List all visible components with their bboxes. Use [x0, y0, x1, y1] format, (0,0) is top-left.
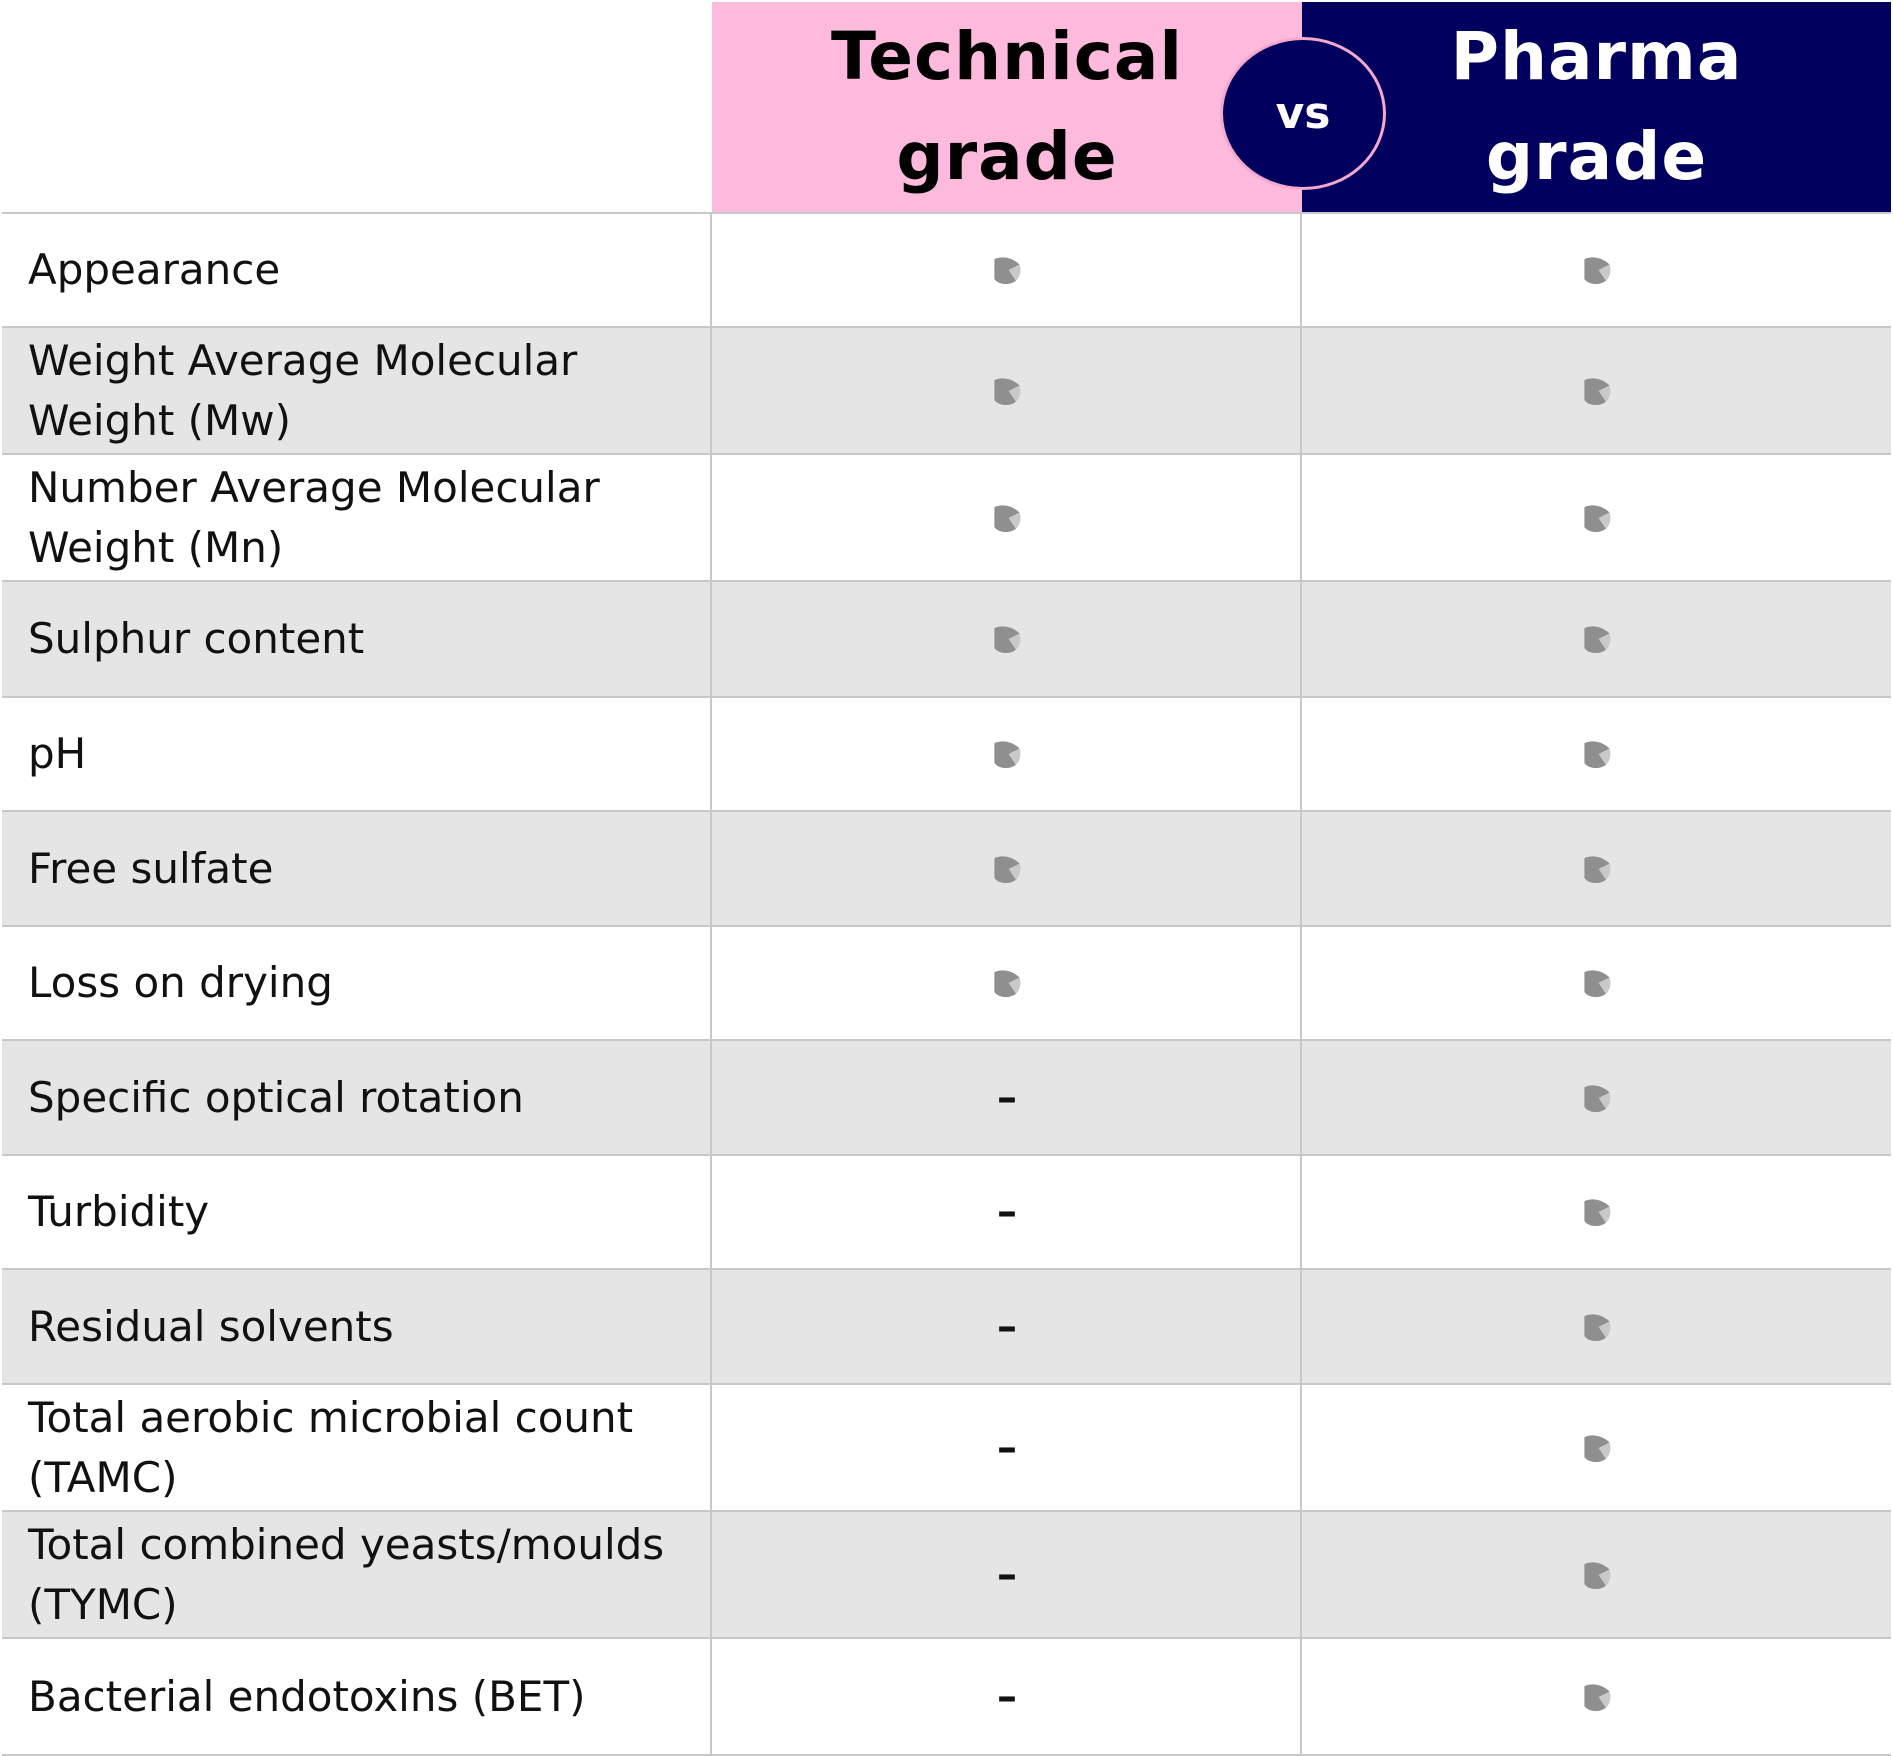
technical-grade-cell: [712, 1156, 1302, 1268]
pharma-grade-cell: [1302, 1385, 1891, 1510]
technical-grade-cell: [712, 927, 1302, 1039]
column-divider: [710, 582, 712, 696]
technical-title-line1: Technical: [830, 18, 1184, 95]
row-label: Loss on drying: [28, 958, 333, 1007]
row-label: Appearance: [28, 245, 281, 294]
technical-title-line2: grade: [896, 118, 1118, 195]
technical-grade-cell: [712, 1041, 1302, 1154]
not-included-dash: –: [997, 1303, 1017, 1350]
leaf-check-icon: [1579, 252, 1615, 288]
leaf-check-icon: [1579, 851, 1615, 887]
row-label: Total aerobic microbial count (TAMC): [28, 1392, 634, 1502]
leaf-check-icon: [989, 373, 1025, 409]
row-label: Specific optical rotation: [28, 1072, 524, 1122]
column-divider: [710, 1041, 712, 1154]
technical-grade-cell: [712, 582, 1302, 696]
not-included-dash: –: [997, 1074, 1017, 1121]
column-divider: [1300, 1156, 1302, 1268]
leaf-check-icon: [989, 965, 1025, 1001]
leaf-check-icon: [1579, 500, 1615, 536]
header-pharma-grade: [1302, 2, 1891, 212]
column-divider: [710, 698, 712, 810]
pharma-grade-cell: [1302, 698, 1891, 810]
leaf-check-icon: [1579, 373, 1615, 409]
pharma-grade-cell: [1302, 328, 1891, 453]
not-included-dash: –: [997, 1424, 1017, 1471]
table-row: [2, 696, 1891, 810]
table-row: [2, 326, 1891, 453]
column-divider: [1300, 1385, 1302, 1510]
table-row: [2, 1637, 1891, 1754]
pharma-grade-cell: [1302, 1512, 1891, 1637]
row-label: Residual solvents: [28, 1301, 394, 1351]
not-included-dash: –: [997, 1673, 1017, 1720]
column-divider: [1300, 214, 1302, 326]
column-divider: [710, 1639, 712, 1754]
pharma-grade-cell: [1302, 1156, 1891, 1268]
row-label: Sulphur content: [28, 614, 365, 663]
row-label: Total combined yeasts/moulds (TYMC): [28, 1519, 665, 1629]
technical-grade-cell: [712, 1385, 1302, 1510]
technical-grade-title: [831, 7, 1183, 207]
pharma-title-line1: Pharma: [1450, 18, 1743, 95]
pharma-grade-cell: [1302, 1639, 1891, 1754]
row-label: Number Average Molecular Weight (Mn): [28, 462, 600, 572]
pharma-grade-cell: [1302, 1041, 1891, 1154]
column-divider: [1300, 927, 1302, 1039]
leaf-check-icon: [989, 851, 1025, 887]
table-row: [2, 1268, 1891, 1383]
column-divider: [1300, 1639, 1302, 1754]
leaf-check-icon: [989, 736, 1025, 772]
column-divider: [1300, 582, 1302, 696]
not-included-dash: –: [997, 1551, 1017, 1598]
technical-grade-cell: [712, 455, 1302, 580]
column-divider: [1300, 455, 1302, 580]
table-row: [2, 1510, 1891, 1637]
row-label: Bacterial endotoxins (BET): [28, 1671, 586, 1721]
column-divider: [710, 1156, 712, 1268]
column-divider: [710, 812, 712, 925]
not-included-dash: –: [997, 1189, 1017, 1235]
leaf-check-icon: [1579, 1557, 1615, 1593]
leaf-check-icon: [1579, 621, 1615, 657]
header-technical-grade: [712, 2, 1302, 212]
table-row: [2, 212, 1891, 326]
column-divider: [710, 927, 712, 1039]
column-divider: [710, 328, 712, 453]
leaf-check-icon: [1579, 1080, 1615, 1116]
technical-grade-cell: [712, 328, 1302, 453]
table-row: [2, 580, 1891, 696]
table-row: [2, 1039, 1891, 1154]
table-row: [2, 1154, 1891, 1268]
column-divider: [1300, 812, 1302, 925]
row-label: Free sulfate: [28, 843, 274, 893]
table-row: [2, 1383, 1891, 1510]
leaf-check-icon: [989, 500, 1025, 536]
leaf-check-icon: [989, 252, 1025, 288]
column-divider: [1300, 1270, 1302, 1383]
pharma-grade-cell: [1302, 927, 1891, 1039]
leaf-check-icon: [1579, 1194, 1615, 1230]
technical-grade-cell: [712, 1639, 1302, 1754]
leaf-check-icon: [1579, 1430, 1615, 1466]
pharma-grade-cell: [1302, 812, 1891, 925]
technical-grade-cell: [712, 1270, 1302, 1383]
technical-grade-cell: [712, 1512, 1302, 1637]
table-row: [2, 453, 1891, 580]
table-row: [2, 810, 1891, 925]
column-divider: [710, 214, 712, 326]
row-label: Weight Average Molecular Weight (Mw): [28, 335, 578, 445]
leaf-check-icon: [1579, 736, 1615, 772]
column-divider: [710, 1512, 712, 1637]
technical-grade-cell: [712, 698, 1302, 810]
vs-badge: vs: [1220, 37, 1386, 190]
pharma-grade-cell: [1302, 582, 1891, 696]
table-row: [2, 925, 1891, 1039]
row-label: pH: [28, 729, 87, 778]
leaf-check-icon: [1579, 1679, 1615, 1715]
leaf-check-icon: [989, 621, 1025, 657]
column-divider: [1300, 698, 1302, 810]
pharma-title-line2: grade: [1485, 118, 1708, 195]
technical-grade-cell: [712, 214, 1302, 326]
column-divider: [1300, 328, 1302, 453]
pharma-grade-cell: [1302, 1270, 1891, 1383]
leaf-check-icon: [1579, 965, 1615, 1001]
column-divider: [1300, 1041, 1302, 1154]
column-divider: [1300, 1512, 1302, 1637]
column-divider: [710, 1270, 712, 1383]
column-divider: [710, 1385, 712, 1510]
column-divider: [710, 455, 712, 580]
row-label: Turbidity: [28, 1187, 210, 1236]
technical-grade-cell: [712, 812, 1302, 925]
pharma-grade-title: [1451, 7, 1743, 207]
pharma-grade-cell: [1302, 455, 1891, 580]
pharma-grade-cell: [1302, 214, 1891, 326]
header-blank-cell: [0, 0, 712, 212]
leaf-check-icon: [1579, 1309, 1615, 1345]
